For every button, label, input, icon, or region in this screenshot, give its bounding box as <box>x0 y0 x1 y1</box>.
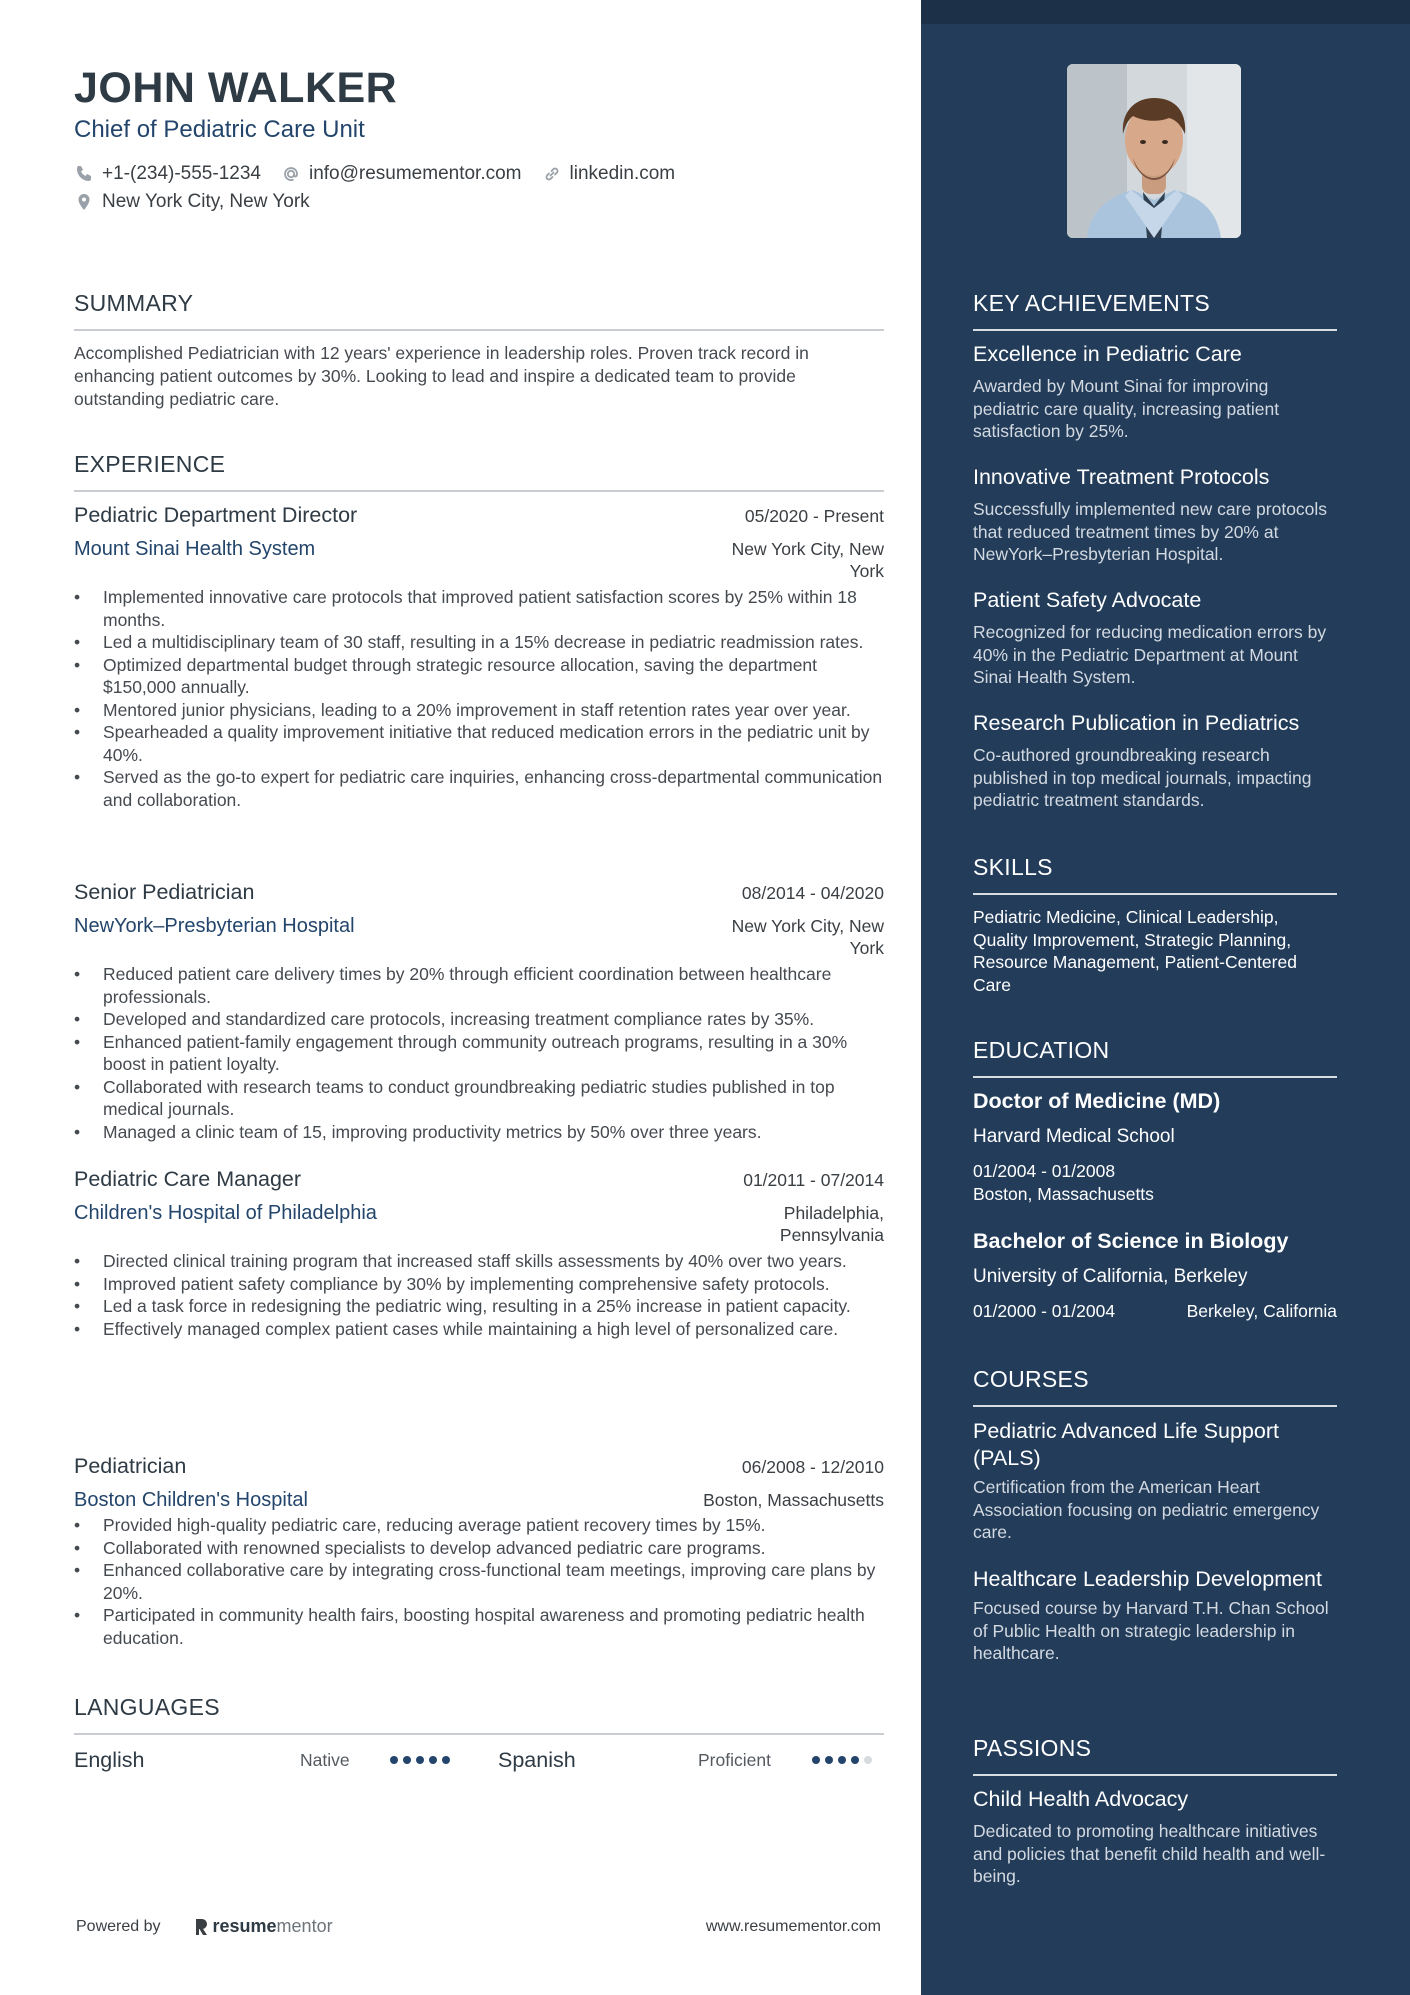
course-title: Pediatric Advanced Life Support (PALS) <box>973 1419 1279 1470</box>
bullet-item: • Effectively managed complex patient cases while maintaining a high level of personalized care. <box>74 1318 884 1341</box>
rating-dot-filled <box>838 1756 846 1764</box>
bullet-item: • Mentored junior physicians, leading to a 20% improvement in staff retention rates year over year. <box>74 699 884 722</box>
rating-dot-filled <box>403 1756 411 1764</box>
job-role: Pediatrician <box>74 1454 187 1478</box>
portrait-image <box>1067 64 1241 238</box>
rating-dot-filled <box>851 1756 859 1764</box>
bullet-item: • Led a task force in redesigning the pediatric wing, resulting in a 25% increase in patient capacity. <box>74 1295 884 1318</box>
achievement-item <box>973 342 1337 443</box>
location-pin-icon <box>74 192 94 212</box>
courses-heading: COURSES <box>973 1366 1337 1407</box>
sidebar <box>921 0 1410 1995</box>
brand-name-light: mentor <box>276 1916 333 1936</box>
passion-desc: Dedicated to promoting healthcare initiatives and policies that benefit child health and well-being. <box>973 1821 1326 1886</box>
course-item <box>973 1566 1337 1665</box>
education-school: Harvard Medical School <box>973 1126 1175 1147</box>
bullet-item: • Provided high-quality pediatric care, reducing average patient recovery times by 15%. <box>74 1514 884 1537</box>
candidate-title: Chief of Pediatric Care Unit <box>74 116 365 143</box>
bullet-item: • Directed clinical training program that increased staff skills assessments by 40% over two years. <box>74 1250 884 1273</box>
brand-logo[interactable] <box>193 1916 333 1937</box>
rating-dot-filled <box>416 1756 424 1764</box>
skills-text: Pediatric Medicine, Clinical Leadership, Quality Improvement, Strategic Planning, Resource Management, Patient-Centered Care <box>973 907 1297 995</box>
job-company: Children's Hospital of Philadelphia <box>74 1202 377 1224</box>
job-bullets <box>74 963 884 1143</box>
job-entry <box>74 1167 884 1340</box>
passions-heading: PASSIONS <box>973 1735 1337 1776</box>
bullet-item: • Implemented innovative care protocols that improved patient satisfaction scores by 25% within 18 months. <box>74 586 884 631</box>
bullet-item: • Served as the go-to expert for pediatric care inquiries, enhancing cross-departmental communication and collaboration. <box>74 766 884 811</box>
language-level: Proficient <box>698 1749 771 1770</box>
phone-icon <box>74 164 94 184</box>
job-company: Boston Children's Hospital <box>74 1489 308 1511</box>
contact-location <box>74 191 310 213</box>
job-dates: 08/2014 - 04/2020 <box>741 883 884 903</box>
job-location: Philadelphia, Pennsylvania <box>779 1203 884 1245</box>
bullet-item: • Developed and standardized care protocols, increasing treatment compliance rates by 35%. <box>74 1008 884 1031</box>
bullet-item: • Collaborated with renowned specialists to develop advanced pediatric care programs. <box>74 1537 884 1560</box>
job-dates: 05/2020 - Present <box>744 506 884 526</box>
education-degree: Bachelor of Science in Biology <box>973 1229 1289 1253</box>
contact-linkedin[interactable] <box>542 163 676 185</box>
achievement-title: Research Publication in Pediatrics <box>973 711 1300 735</box>
education-item <box>973 1229 1337 1323</box>
contact-email[interactable] <box>281 163 522 185</box>
sidebar-top-bar <box>921 0 1410 24</box>
course-desc: Certification from the American Heart Association focusing on pediatric emergency care. <box>973 1477 1320 1542</box>
education-school: University of California, Berkeley <box>973 1266 1248 1287</box>
bullet-item: • Improved patient safety compliance by 30% by implementing comprehensive safety protocols. <box>74 1273 884 1296</box>
profile-photo <box>1067 64 1241 238</box>
language-level: Native <box>300 1749 350 1770</box>
at-sign-icon <box>281 164 301 184</box>
achievement-desc: Recognized for reducing medication errors by 40% in the Pediatric Department at Mount Sinai Health System. <box>973 622 1327 687</box>
job-location: New York City, New York <box>731 539 884 581</box>
job-entry <box>74 880 884 1143</box>
rating-dot-empty <box>864 1756 872 1764</box>
education-location: Boston, Massachusetts <box>973 1183 1154 1204</box>
rating-dot-filled <box>812 1756 820 1764</box>
experience-heading: EXPERIENCE <box>74 451 884 492</box>
achievements-heading: KEY ACHIEVEMENTS <box>973 290 1337 331</box>
job-bullets <box>74 1250 884 1340</box>
bullet-item: • Collaborated with research teams to conduct groundbreaking pediatric studies published in top medical journals. <box>74 1076 884 1121</box>
contact-info <box>74 160 884 216</box>
passion-item <box>973 1787 1337 1888</box>
course-title: Healthcare Leadership Development <box>973 1567 1322 1591</box>
education-dates: 01/2004 - 01/2008 <box>973 1161 1116 1181</box>
email-text: info@resumementor.com <box>308 163 522 184</box>
bullet-item: • Optimized departmental budget through strategic resource allocation, saving the department $150,000 annually. <box>74 654 884 699</box>
bullet-item: • Reduced patient care delivery times by 20% through efficient coordination between healthcare professionals. <box>74 963 884 1008</box>
education-dates: 01/2000 - 01/2004 <box>973 1301 1116 1321</box>
education-item <box>973 1089 1337 1205</box>
job-dates: 01/2011 - 07/2014 <box>743 1170 884 1190</box>
language-name: English <box>74 1747 145 1772</box>
bullet-item: • Enhanced collaborative care by integrating cross-functional team meetings, improving care plans by 20%. <box>74 1559 884 1604</box>
languages-list <box>74 1745 884 1775</box>
skills-heading: SKILLS <box>973 854 1337 895</box>
passion-title: Child Health Advocacy <box>973 1787 1189 1811</box>
job-role: Senior Pediatrician <box>74 880 255 904</box>
education-degree: Doctor of Medicine (MD) <box>973 1089 1221 1113</box>
contact-phone[interactable] <box>74 163 261 185</box>
rating-dot-filled <box>825 1756 833 1764</box>
job-company: Mount Sinai Health System <box>74 538 316 560</box>
phone-text: +1-(234)-555-1234 <box>102 163 261 184</box>
rating-dot-filled <box>442 1756 450 1764</box>
bullet-item: • Spearheaded a quality improvement initiative that reduced medication errors in the pediatric unit by 40%. <box>74 721 884 766</box>
language-rating <box>390 1756 498 1764</box>
rating-dot-filled <box>390 1756 398 1764</box>
job-entry <box>74 503 884 811</box>
job-location: Boston, Massachusetts <box>703 1490 884 1510</box>
language-name: Spanish <box>498 1747 576 1772</box>
linkedin-text: linkedin.com <box>569 163 676 184</box>
footer-url[interactable]: www.resumementor.com <box>705 1917 881 1935</box>
link-icon <box>542 164 562 184</box>
achievement-desc: Awarded by Mount Sinai for improving pediatric care quality, increasing patient satisfaction by 25%. <box>973 376 1280 441</box>
rating-dot-filled <box>429 1756 437 1764</box>
languages-heading: LANGUAGES <box>74 1694 884 1735</box>
bullet-item: • Led a multidisciplinary team of 30 staff, resulting in a 15% decrease in pediatric readmission rates. <box>74 631 884 654</box>
job-company: NewYork–Presbyterian Hospital <box>74 915 355 937</box>
candidate-name: JOHN WALKER <box>74 64 398 112</box>
brand-name-bold: resume <box>212 1916 277 1936</box>
bullet-item: • Managed a clinic team of 15, improving productivity metrics by 50% over three years. <box>74 1121 884 1144</box>
achievement-desc: Successfully implemented new care protocols that reduced treatment times by 20% at NewYork–Presbyterian Hospital. <box>973 499 1328 564</box>
location-text: New York City, New York <box>102 191 310 212</box>
summary-heading: SUMMARY <box>74 290 884 331</box>
achievement-item <box>973 588 1337 689</box>
education-location: Berkeley, California <box>1186 1301 1337 1321</box>
job-dates: 06/2008 - 12/2010 <box>741 1457 884 1477</box>
footer <box>76 1916 881 1937</box>
job-location: New York City, New York <box>731 916 884 958</box>
education-heading: EDUCATION <box>973 1037 1337 1078</box>
job-bullets <box>74 586 884 811</box>
language-rating <box>812 1756 872 1764</box>
brand-mark-icon <box>193 1917 209 1937</box>
summary-text: Accomplished Pediatrician with 12 years' experience in leadership roles. Proven track record in enhancing patient outcomes by 30%. Looking to lead and inspire a dedicated team to provide outstanding pediatric care. <box>74 343 809 409</box>
course-desc: Focused course by Harvard T.H. Chan School of Public Health on strategic leadership in healthcare. <box>973 1598 1329 1663</box>
achievement-title: Patient Safety Advocate <box>973 588 1202 612</box>
powered-by-text: Powered by <box>76 1917 161 1935</box>
job-role: Pediatric Department Director <box>74 503 358 527</box>
job-bullets <box>74 1514 884 1649</box>
achievement-title: Excellence in Pediatric Care <box>973 342 1242 366</box>
course-item <box>973 1418 1337 1544</box>
job-entry <box>74 1454 884 1649</box>
achievement-desc: Co-authored groundbreaking research published in top medical journals, impacting pediatric treatment standards. <box>973 745 1312 810</box>
achievement-item <box>973 465 1337 566</box>
bullet-item: • Participated in community health fairs, boosting hospital awareness and promoting pediatric health education. <box>74 1604 884 1649</box>
achievement-item <box>973 711 1337 812</box>
bullet-item: • Enhanced patient-family engagement through community outreach programs, resulting in a 30% boost in patient loyalty. <box>74 1031 884 1076</box>
achievement-title: Innovative Treatment Protocols <box>973 465 1270 489</box>
job-role: Pediatric Care Manager <box>74 1167 302 1191</box>
